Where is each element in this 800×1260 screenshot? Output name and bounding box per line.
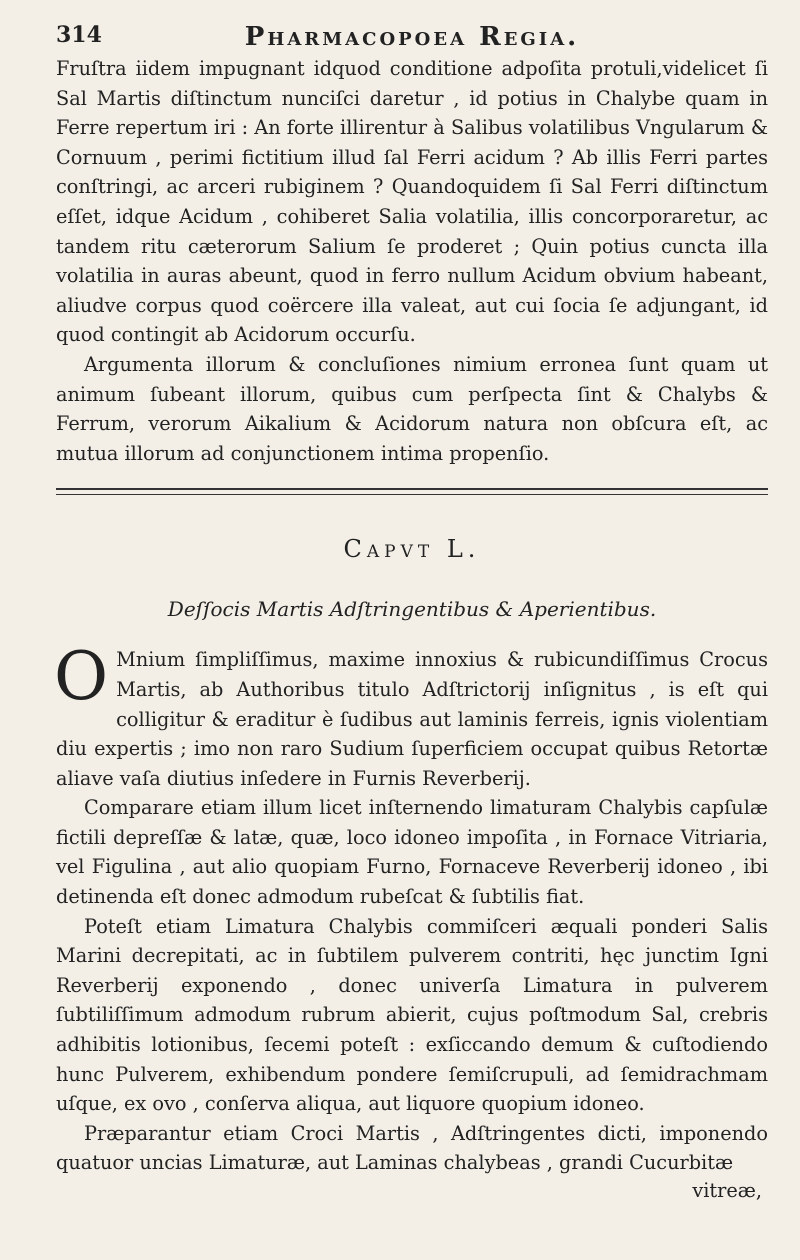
page-number: 314 xyxy=(56,22,102,48)
running-title: Pharmacopoea Regia. xyxy=(244,22,580,52)
paragraph: Mnium ſimpliſſimus, maxime innoxius & rubicundiſſimus Crocus Martis, ab Authoribus titulo Adſtrictorij inſignitus , is eſt qui colligitur & eraditur è ſudibus aut laminis ferreis, ignis violentiam diu expertis ; imo non raro Sudium ſuperficiem occupat quibus Retortæ aliave vaſa diutius inſedere in Furnis Reverberij. xyxy=(56,648,768,790)
catchword: vitreæ, xyxy=(692,1179,762,1202)
paragraph: Præparantur etiam Croci Martis , Adſtringentes dicti, imponendo quatuor uncias Limaturæ, aut Laminas chalybeas , grandi Cucurbitæ xyxy=(56,1121,768,1175)
paragraph: Argumenta illorum & concluſiones nimium erronea ſunt quam ut animum ſubeant illorum, quibus cum perſpecta ſint & Chalybs & Ferrum, verorum Aikalium & Acidorum natura non obſcura eſt, ac mutua illorum ad conjunctionem intima propenſio. xyxy=(56,352,768,465)
paragraph: Poteſt etiam Limatura Chalybis commiſceri æquali ponderi Salis Marini decrepitati, ac in ſubtilem pulverem contriti, hęc junctim Igni Reverberij exponendo , donec univerſa Limatura in pulverem ſubtiliſſimum admodum rubrum abierit, cujus poſtmodum Sal, crebris adhibitis lotionibus, ſecemi poteſt : exſiccando demum & cuſtodiendo hunc Pulverem, exhibendum pondere ſemiſcrupuli, ad ſemidrachmam uſque, ex ovo , conſerva aliqua, aut liquore quopium idoneo. xyxy=(56,914,768,1116)
chapter-text xyxy=(54,638,768,1204)
chapter-heading: Capvt L. xyxy=(343,535,481,564)
drop-cap: O xyxy=(54,638,109,716)
section-divider xyxy=(56,488,768,495)
running-head xyxy=(56,14,768,54)
chapter-subtitle: Deſſocis Martis Adſtringentibus & Aperientibus. xyxy=(167,597,657,622)
paragraph: Comparare etiam illum licet inſternendo limaturam Chalybis capſulæ fictili depreſſæ & latæ, quæ, loco idoneo impoſita , in Fornace Vitriaria, vel Figulina , aut alio quopiam Furno, Fornaceve Reverberij idoneo , ibi detinenda eſt donec admodum rubeſcat & ſubtilis fiat. xyxy=(56,796,768,909)
body-text xyxy=(56,54,768,468)
paragraph: Fruſtra iidem impugnant idquod conditione adpoſita protuli,videlicet ſi Sal Martis diſtinctum nunciſci daretur , id potius in Chalybe quam in Ferre repertum iri : An forte illirentur à Salibus volatilibus Vngularum & Cornuum , perimi fictitium illud ſal Ferri acidum ? Ab illis Ferri partes conſtringi, ac arceri rubiginem ? Quandoquidem ſi Sal Ferri diſtinctum eſſet, idque Acidum , cohiberet Salia volatilia, illis concorporaretur, ac tandem ritu cæterorum Salium ſe proderet ; Quin potius cuncta illa volatilia in auras abeunt, quod in ferro nullum Acidum obvium habeant, aliudve corpus quod coërcere illa valeat, aut cui ſocia ſe adjungant, id quod contingit ab Acidorum occurſu. xyxy=(56,57,768,347)
opening-paragraph xyxy=(54,638,768,793)
